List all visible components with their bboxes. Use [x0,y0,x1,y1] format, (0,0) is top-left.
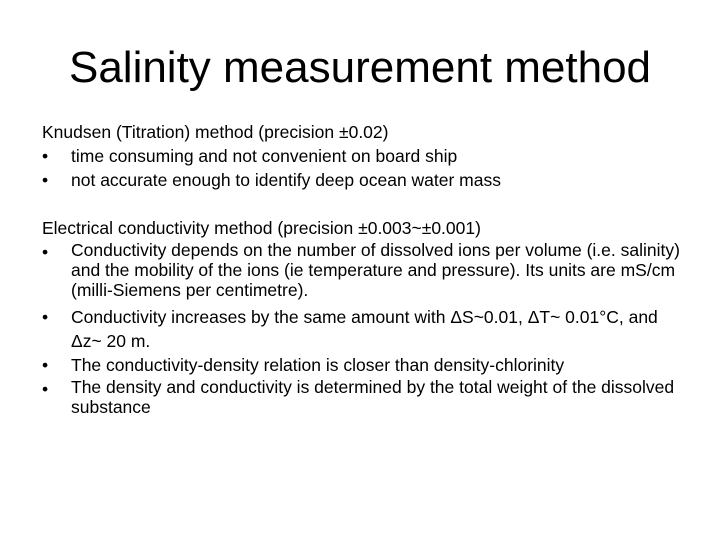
list-item [42,144,682,168]
bullet-text: The conductivity-density relation is closer than density-chlorinity [71,355,565,375]
list-item [42,305,682,353]
bullet-list-conductivity [42,240,682,419]
bullet-text: Conductivity increases by the same amount with ΔS~0.01, ΔT~ 0.01°C, and Δz~ 20 m. [71,307,658,351]
slide-title: Salinity measurement method [68,43,652,92]
bullet-text: Conductivity depends on the number of dissolved ions per volume (i.e. salinity) and the mobility of the ions (ie temperature and pressure). Its units are mS/cm (milli-Siemens per centimetre). [71,240,680,300]
bullet-icon: • [42,307,49,327]
bullet-icon: • [42,379,49,399]
section-heading-knudsen: Knudsen (Titration) method (precision ±0.02) [42,122,389,142]
bullet-icon: • [42,146,49,166]
list-item [42,240,682,305]
bullet-icon: • [42,355,49,375]
slide-body [42,120,682,419]
bullet-text: time consuming and not convenient on board ship [71,146,458,166]
section-heading-conductivity: Electrical conductivity method (precision ±0.003~±0.001) [42,218,481,238]
list-item [42,353,682,377]
bullet-text: not accurate enough to identify deep ocean water mass [71,170,501,190]
list-item [42,377,682,419]
list-item [42,168,682,192]
bullet-icon: • [42,242,49,262]
bullet-icon: • [42,170,49,190]
bullet-text: The density and conductivity is determined by the total weight of the dissolved substance [71,377,675,417]
bullet-list-knudsen [42,144,682,192]
